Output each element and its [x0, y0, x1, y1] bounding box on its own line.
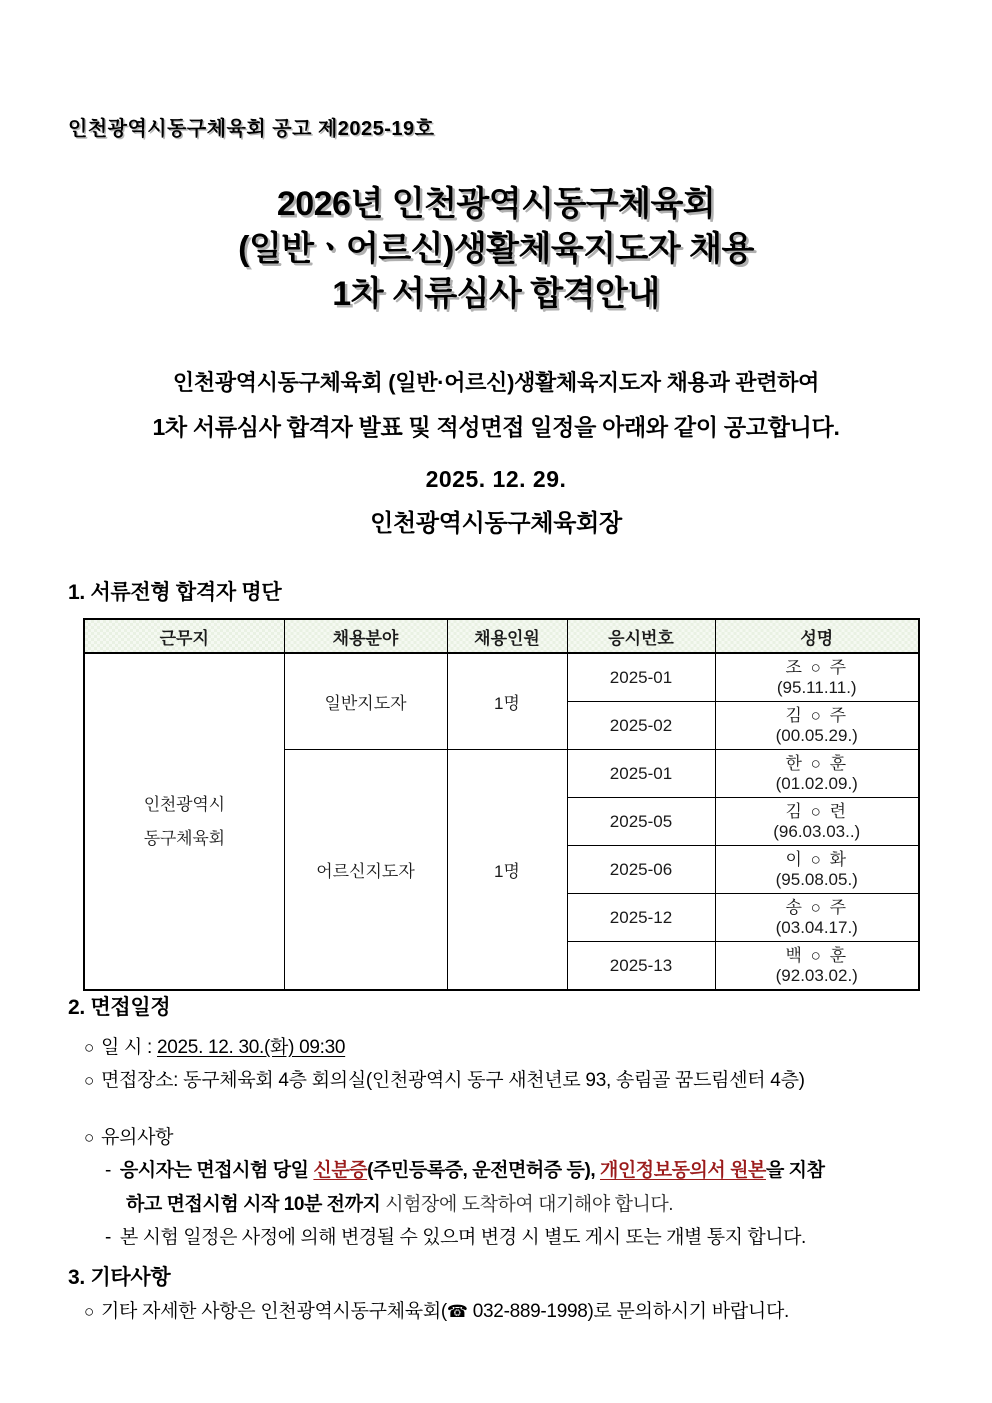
other-info-item — [84, 1296, 789, 1323]
table-row — [84, 653, 919, 702]
column-header-worksite: 근무지 — [84, 619, 284, 653]
intro-paragraph — [0, 362, 992, 450]
applicant-name: 조 ○ 주 — [785, 658, 849, 678]
applicant-name: 한 ○ 훈 — [785, 754, 849, 774]
cell-applicant-no: 2025-06 — [567, 846, 715, 894]
column-header-headcount: 채용인원 — [447, 619, 567, 653]
applicant-name: 김 ○ 련 — [785, 802, 849, 822]
applicant-name: 김 ○ 주 — [785, 706, 849, 726]
cell-applicant-no: 2025-01 — [567, 653, 715, 702]
notice-item-1-line-1 — [105, 1155, 825, 1182]
cell-applicant-no: 2025-13 — [567, 942, 715, 991]
interview-place-value: 동구체육회 4층 회의실(인천광역시 동구 새천년로 93, 송림골 꿈드림센터 4층) — [183, 1070, 805, 1091]
cell-field-general: 일반지도자 — [284, 653, 447, 750]
notice-1-highlight-id: 신분증 — [313, 1160, 368, 1181]
cell-name — [715, 894, 919, 942]
notice-item-2 — [105, 1222, 806, 1249]
worksite-line-1: 인천광역시 — [143, 794, 225, 814]
cell-name — [715, 750, 919, 798]
other-info-suffix: )로 문의하시기 바랍니다. — [587, 1301, 790, 1322]
notice-1-suffix: 을 지참 — [765, 1160, 825, 1181]
intro-line-2: 1차 서류심사 합격자 발표 및 적성면접 일정을 아래와 같이 공고합니다. — [152, 413, 840, 440]
notice-1-prefix: 응시자는 면접시험 당일 — [119, 1160, 314, 1181]
page-title — [0, 182, 992, 317]
applicant-name: 이 ○ 화 — [785, 850, 849, 870]
issue-date: 2025. 12. 29. — [425, 466, 567, 492]
cell-name — [715, 846, 919, 894]
cell-field-senior: 어르신지도자 — [284, 750, 447, 991]
other-info-prefix: 기타 자세한 사항은 인천광역시동구체육회( — [100, 1301, 447, 1322]
worksite-line-2: 동구체육회 — [143, 828, 225, 848]
column-header-field: 채용분야 — [284, 619, 447, 653]
table-header-row — [84, 619, 919, 653]
issuer-name: 인천광역시동구체육회장 — [370, 510, 622, 537]
cell-applicant-no: 2025-01 — [567, 750, 715, 798]
title-line-1: 2026년 인천광역시동구체육회 — [276, 185, 716, 223]
cell-worksite — [84, 653, 284, 990]
interview-datetime-value: 2025. 12. 30.(화) 09:30 — [157, 1037, 346, 1058]
section-2-heading: 2. 면접일정 — [68, 996, 171, 1019]
notice-1-line2-bold: 하고 면접시험 시작 10분 전까지 — [126, 1194, 386, 1215]
signature-block — [0, 468, 992, 536]
applicant-dob: (92.03.02.) — [775, 965, 858, 985]
notice-heading-label: 유의사항 — [100, 1127, 174, 1148]
title-line-3: 1차 서류심사 합격안내 — [332, 274, 660, 313]
cell-applicant-no: 2025-02 — [567, 702, 715, 750]
roster-table-wrapper — [83, 618, 918, 991]
cell-applicant-no: 2025-12 — [567, 894, 715, 942]
cell-name — [715, 798, 919, 846]
cell-headcount-senior: 1명 — [447, 750, 567, 991]
notice-number: 인천광역시동구체육회 공고 제2025-19호 — [68, 118, 435, 140]
notice-1-line2-rest: 시험장에 도착하여 대기해야 합니다. — [385, 1194, 674, 1215]
applicant-dob: (95.11.11.) — [776, 677, 857, 697]
cell-headcount-general: 1명 — [447, 653, 567, 750]
column-header-applicant-no: 응시번호 — [567, 619, 715, 653]
notice-item-1-line-2 — [126, 1189, 673, 1216]
cell-name — [715, 702, 919, 750]
telephone-icon: ☎ — [446, 1302, 468, 1321]
cell-applicant-no: 2025-05 — [567, 798, 715, 846]
column-header-name: 성명 — [715, 619, 919, 653]
section-1-heading: 1. 서류전형 합격자 명단 — [68, 581, 282, 604]
notice-1-middle: (주민등록증, 운전면허증 등), — [367, 1160, 600, 1181]
contact-phone-number: 032-889-1998 — [467, 1301, 588, 1322]
applicant-name: 백 ○ 훈 — [785, 946, 849, 966]
intro-line-1: 인천광역시동구체육회 (일반·어르신)생활체육지도자 채용과 관련하여 — [172, 370, 820, 395]
interview-datetime-item — [84, 1032, 345, 1059]
notice-1-highlight-consent: 개인정보동의서 원본 — [599, 1160, 766, 1181]
applicant-dob: (00.05.29.) — [775, 725, 858, 745]
interview-datetime-label: 일 시 : — [100, 1037, 157, 1058]
interview-place-item — [84, 1065, 805, 1092]
interview-place-label: 면접장소: — [100, 1070, 184, 1091]
roster-table — [83, 618, 920, 991]
circle-bullet-icon: ○ — [84, 1071, 94, 1090]
applicant-name: 송 ○ 주 — [785, 898, 849, 918]
cell-name — [715, 653, 919, 702]
applicant-dob: (96.03.03..) — [773, 821, 861, 841]
notice-heading-item — [84, 1122, 173, 1149]
notice-2-text: 본 시험 일정은 사정에 의해 변경될 수 있으며 변경 시 별도 게시 또는 개별 통지 합니다. — [119, 1227, 806, 1248]
circle-bullet-icon: ○ — [84, 1128, 94, 1147]
applicant-dob: (95.08.05.) — [775, 869, 858, 889]
dash-bullet-icon: - — [105, 1227, 111, 1248]
applicant-dob: (01.02.09.) — [775, 773, 858, 793]
circle-bullet-icon: ○ — [84, 1302, 94, 1321]
applicant-dob: (03.04.17.) — [775, 917, 858, 937]
section-3-heading: 3. 기타사항 — [68, 1266, 171, 1289]
title-line-2: (일반ㆍ어르신)생활체육지도자 채용 — [238, 229, 754, 268]
dash-bullet-icon: - — [105, 1160, 111, 1181]
circle-bullet-icon: ○ — [84, 1038, 94, 1057]
cell-name — [715, 942, 919, 991]
